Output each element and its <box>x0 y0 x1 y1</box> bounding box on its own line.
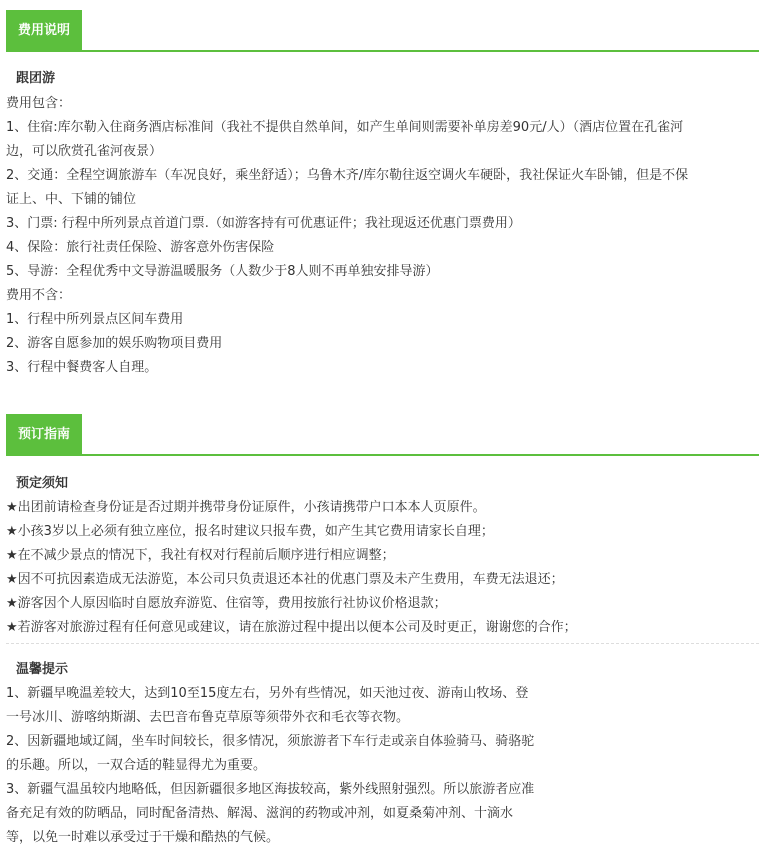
tips-line: 2、因新疆地域辽阔，坐车时间较长，很多情况，须旅游者下车行走或亲自体验骑马、骑骆驼 <box>6 734 535 749</box>
fee-line: 费用包含： <box>6 96 72 111</box>
fee-section <box>6 10 759 375</box>
tips-line: 3、新疆气温虽较内地略低，但因新疆很多地区海拔较高，紫外线照射强烈。所以旅游者应准 <box>6 782 535 797</box>
booking-section-tab[interactable]: 预订指南 <box>6 414 82 456</box>
fee-line: 证上、中、下铺的铺位 <box>6 192 137 207</box>
tips-line: 1、新疆早晚温差较大，达到10至15度左右，另外有些情况，如天池过夜、游南山牧场、登 <box>6 686 529 701</box>
fee-line: 3、门票: 行程中所列景点首道门票.（如游客持有可优惠证件；我社现返还优惠门票费用） <box>6 216 521 231</box>
notice-line: ★因不可抗因素造成无法游览，本公司只负责退还本社的优惠门票及未产生费用，车费无法退还； <box>6 572 564 587</box>
tips-line: 备充足有效的防晒品，同时配备清热、解渴、滋润的药物或冲剂，如夏桑菊冲剂、十滴水 <box>6 806 514 821</box>
fee-line: 边，可以欣赏孔雀河夜景） <box>6 144 163 159</box>
notice-line: ★游客因个人原因临时自愿放弃游览、住宿等，费用按旅行社协议价格退款； <box>6 596 447 611</box>
fee-section-rule <box>6 50 759 52</box>
fee-line: 1、行程中所列景点区间车费用 <box>6 312 184 327</box>
fee-section-header <box>6 10 759 52</box>
notice-line: ★若游客对旅游过程有任何意见或建议，请在旅游过程中提出以便本公司及时更正，谢谢您的合作； <box>6 620 577 635</box>
tips-title: 温馨提示 <box>16 662 69 677</box>
booking-section-header <box>6 414 759 456</box>
notice-line: ★小孩3岁以上必须有独立座位，报名时建议只报车费，如产生其它费用请家长自理； <box>6 524 494 539</box>
fee-line: 2、交通：全程空调旅游车（车况良好，乘坐舒适）；乌鲁木齐/库尔勒往返空调火车硬卧，我社保证火车卧铺，但是不保 <box>6 168 689 183</box>
fee-line: 1、住宿:库尔勒入住商务酒店标准间（我社不提供自然单间，如产生单间则需要补单房差90元/人）（酒店位置在孔雀河 <box>6 120 684 135</box>
tips-line: 一号冰川、游喀纳斯湖、去巴音布鲁克草原等须带外衣和毛衣等衣物。 <box>6 710 410 725</box>
fee-line: 5、导游：全程优秀中文导游温暖服务（人数少于8人则不再单独安排导游） <box>6 264 439 279</box>
dashed-divider <box>6 643 759 644</box>
fee-line: 2、游客自愿参加的娱乐购物项目费用 <box>6 336 223 351</box>
fee-section-tab[interactable]: 费用说明 <box>6 10 82 52</box>
fee-line: 费用不含： <box>6 288 72 303</box>
tips-line: 的乐趣。所以，一双合适的鞋显得尤为重要。 <box>6 758 267 773</box>
fee-sub-title: 跟团游 <box>16 71 56 86</box>
fee-line: 4、保险：旅行社责任保险、游客意外伤害保险 <box>6 240 275 255</box>
fee-line: 3、行程中餐费客人自理。 <box>6 360 158 375</box>
notice-title: 预定须知 <box>16 476 69 491</box>
booking-section-rule <box>6 454 759 456</box>
notice-line: ★出团前请检查身份证是否过期并携带身份证原件，小孩请携带户口本本人页原件。 <box>6 500 486 515</box>
notice-line: ★在不减少景点的情况下，我社有权对行程前后顺序进行相应调整； <box>6 548 395 563</box>
booking-section <box>6 414 759 845</box>
tips-line: 等，以免一时难以承受过于干燥和酷热的气候。 <box>6 830 280 845</box>
